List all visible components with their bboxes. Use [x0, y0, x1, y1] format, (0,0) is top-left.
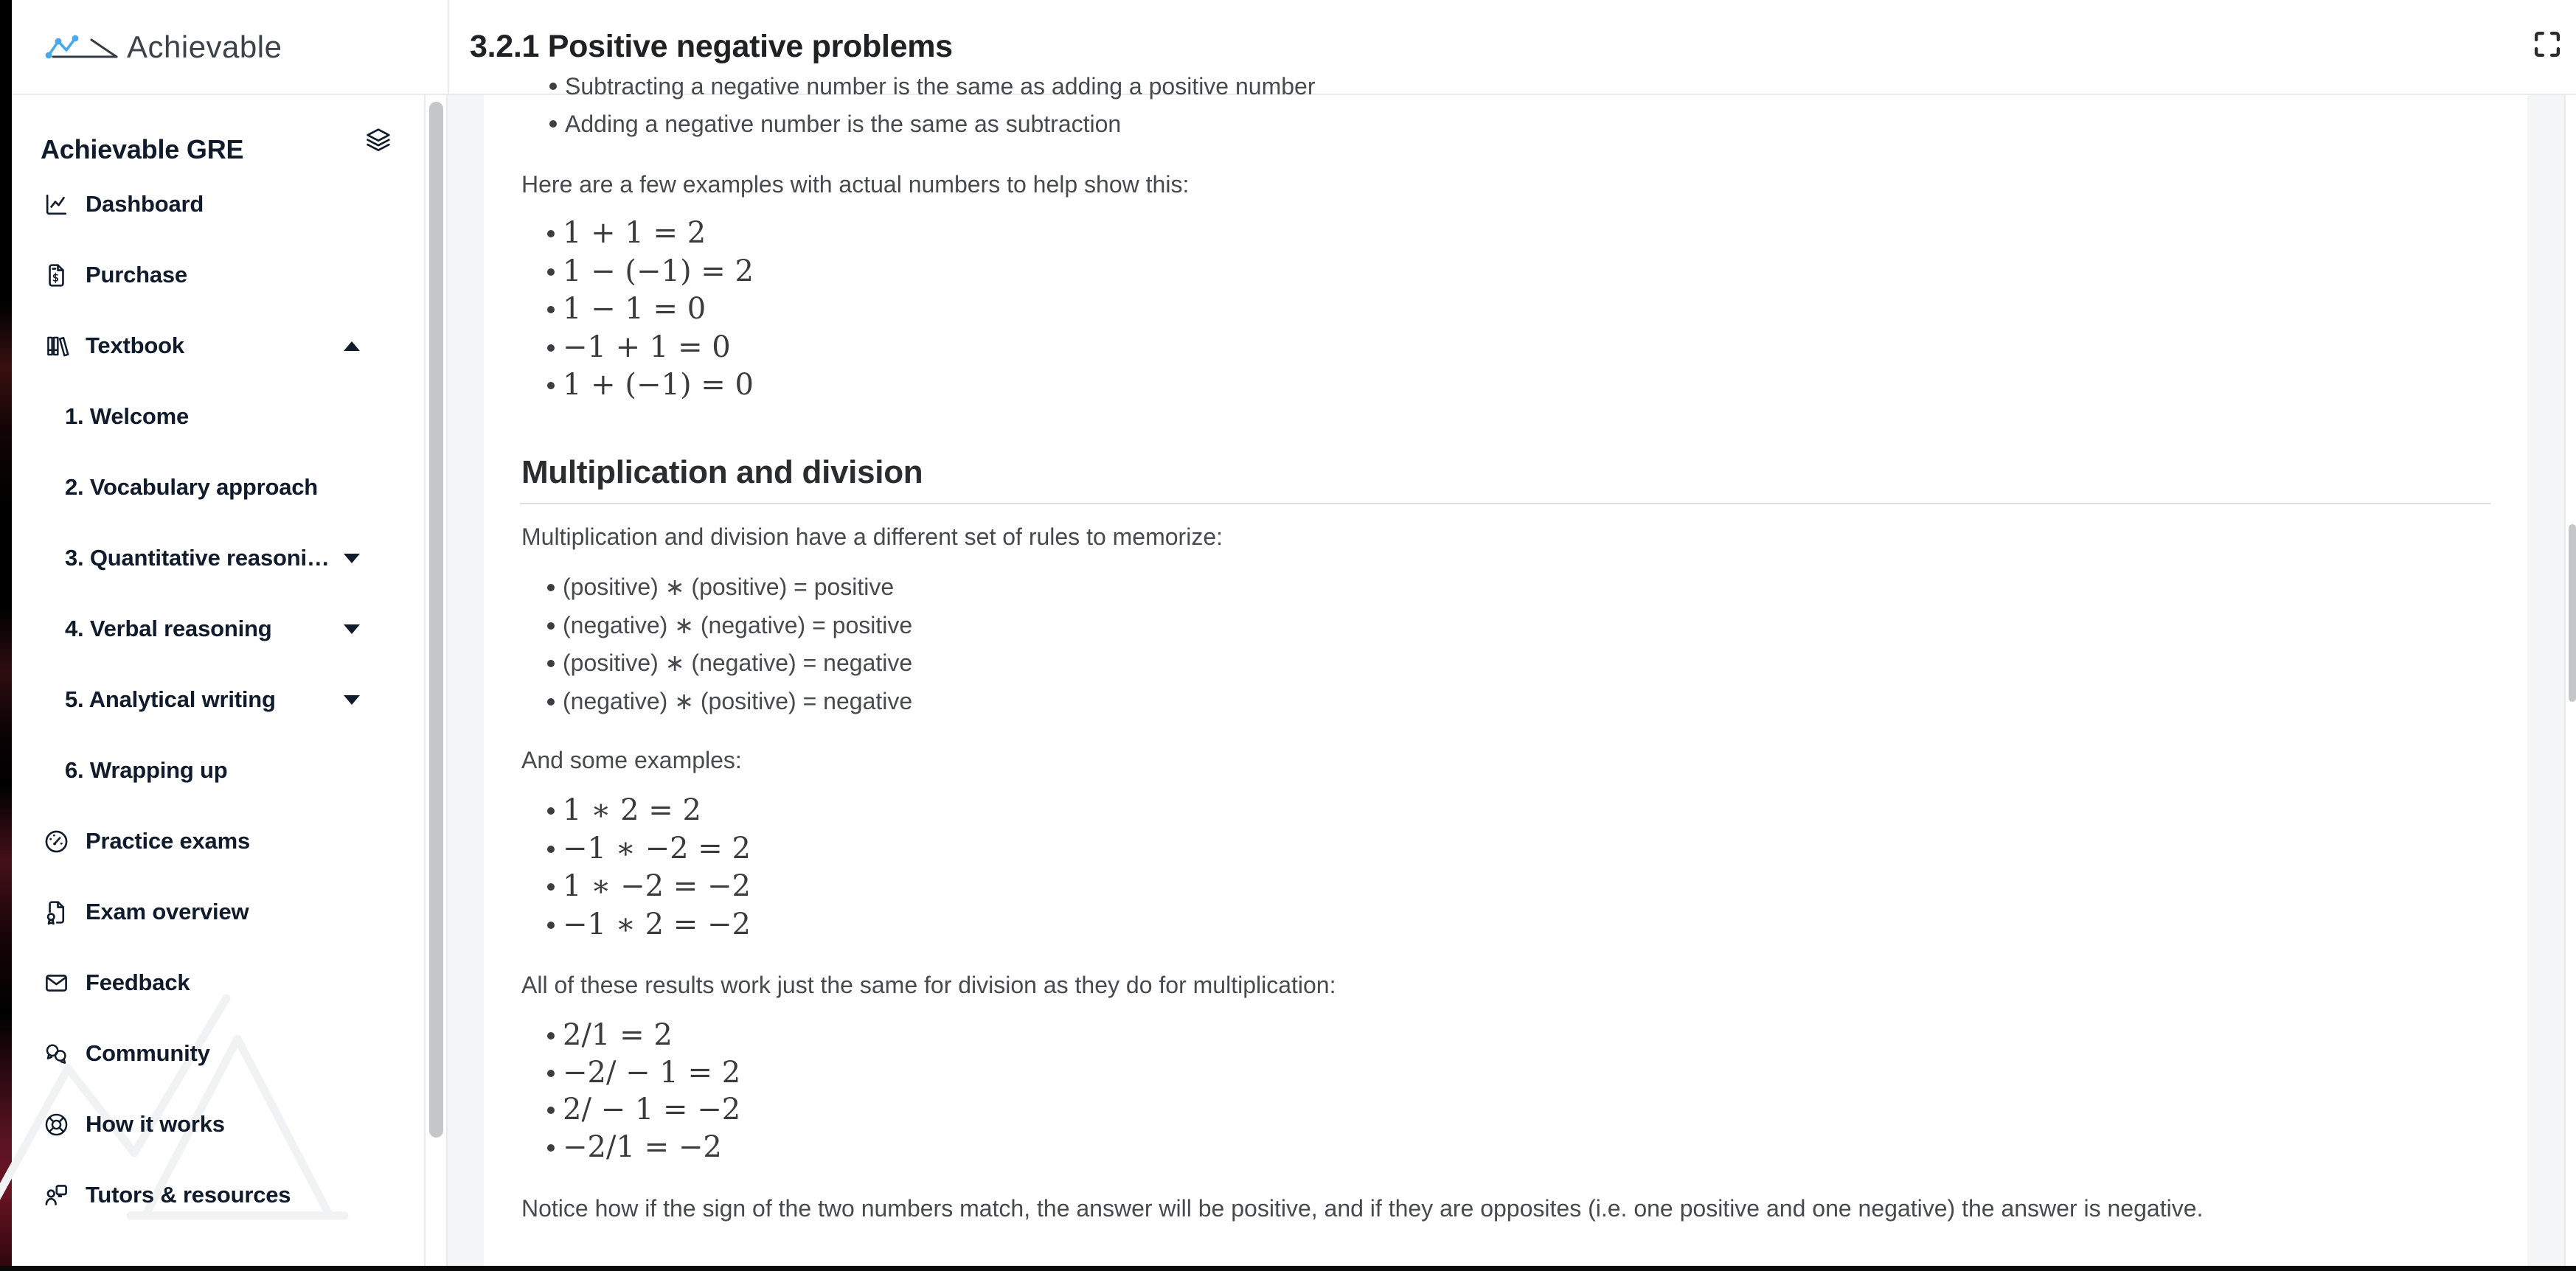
sidebar-item-how-it-works[interactable]: [12, 1089, 424, 1160]
paragraph-rules-intro: Multiplication and division have a different set of rules to memorize:: [521, 523, 1223, 550]
sidebar-item-tutors-resources[interactable]: [12, 1160, 424, 1230]
file-badge-icon: [43, 899, 70, 926]
clipped-bullet-item: Subtracting a negative number is the same as adding a positive number: [484, 69, 2490, 104]
library-books-icon: [43, 332, 70, 360]
chevron-down-icon[interactable]: [344, 554, 360, 563]
achievable-logo-icon: [46, 27, 119, 68]
lesson-content: [484, 73, 2527, 1266]
sidebar: [12, 95, 426, 1266]
sidebar-item-label: Dashboard: [86, 191, 204, 217]
math-item: 1 + (−1) = 0: [484, 366, 2475, 405]
sidebar-item-label: Community: [86, 1040, 210, 1066]
main-scrollbar-thumb[interactable]: [2569, 524, 2576, 702]
sidebar-item-vocabulary-approach[interactable]: [12, 452, 424, 523]
math-item: −1 + 1 = 0: [484, 329, 2475, 367]
section-divider: [520, 503, 2490, 504]
chart-line-icon: [43, 191, 70, 218]
course-title: Achievable GRE: [41, 134, 244, 164]
rule-item: (positive) ∗ (negative) = negative: [484, 644, 2475, 683]
math-item: 2/ − 1 = −2: [484, 1091, 2475, 1129]
math-item: −2/ − 1 = 2: [484, 1054, 2475, 1092]
life-buoy-icon: [43, 1111, 70, 1138]
math-item: 1 + 1 = 2: [484, 215, 2475, 253]
rule-item: (negative) ∗ (positive) = negative: [484, 683, 2475, 721]
brand-wordmark: Achievable: [127, 29, 282, 64]
sidebar-item-wrapping-up[interactable]: [12, 735, 424, 806]
chevron-down-icon[interactable]: [344, 624, 360, 634]
layers-icon[interactable]: [364, 125, 393, 155]
mail-icon: [43, 969, 70, 997]
paragraph-division-intro: All of these results work just the same for division as they do for multiplication:: [521, 972, 1336, 998]
rule-item: (positive) ∗ (positive) = positive: [484, 568, 2475, 607]
sidebar-item-label: 3. Quantitative reasoni…: [65, 545, 330, 571]
sidebar-item-label: Textbook: [86, 332, 184, 358]
topbar-divider: [448, 0, 449, 94]
section-heading: Multiplication and division: [521, 454, 923, 490]
sidebar-item-label: Feedback: [86, 969, 190, 995]
math-item: −1 ∗ −2 = 2: [484, 830, 2475, 868]
sidebar-item-verbal-reasoning[interactable]: [12, 593, 424, 664]
sidebar-item-feedback[interactable]: [12, 947, 424, 1018]
sidebar-item-quantitative-reasoning[interactable]: [12, 523, 424, 593]
svg-text:$: $: [52, 271, 60, 285]
main-scrollbar-track[interactable]: [2564, 95, 2576, 1266]
receipt-icon: [43, 262, 70, 289]
sidebar-item-analytical-writing[interactable]: [12, 664, 424, 735]
sidebar-item-community[interactable]: [12, 1018, 424, 1089]
gauge-icon: [43, 828, 70, 855]
chevron-down-icon[interactable]: [344, 695, 360, 705]
multiplication-examples-list: [484, 792, 2475, 944]
math-item: −2/1 = −2: [484, 1129, 2475, 1166]
sidebar-item-label: Practice exams: [86, 828, 250, 854]
math-item: −1 ∗ 2 = −2: [484, 906, 2475, 944]
chevron-up-icon[interactable]: [344, 341, 360, 351]
math-item: 1 − (−1) = 2: [484, 253, 2475, 291]
math-item: 1 ∗ −2 = −2: [484, 868, 2475, 906]
division-examples-list: [484, 1017, 2475, 1166]
page-title: 3.2.1 Positive negative problems: [470, 29, 953, 64]
achievable-logo[interactable]: [46, 0, 282, 94]
paragraph-some-examples: And some examples:: [521, 747, 742, 773]
sidebar-item-label: Tutors & resources: [86, 1182, 291, 1208]
sidebar-item-label: 4. Verbal reasoning: [65, 616, 272, 641]
sidebar-item-label: How it works: [86, 1111, 225, 1137]
sidebar-item-label: 1. Welcome: [65, 403, 190, 429]
sidebar-item-exam-overview[interactable]: [12, 877, 424, 947]
sidebar-item-label: 5. Analytical writing: [65, 686, 276, 712]
tutor-screen-icon: [43, 1182, 70, 1209]
sidebar-scrollbar-track[interactable]: [426, 95, 448, 1266]
paragraph-examples-intro: Here are a few examples with actual numbers to help show this:: [521, 171, 1190, 198]
math-item: 1 − 1 = 0: [484, 290, 2475, 329]
sidebar-nav: [12, 169, 424, 1230]
chat-bubbles-icon: [43, 1040, 70, 1068]
sidebar-item-dashboard[interactable]: [12, 169, 424, 240]
sidebar-item-label: Exam overview: [86, 899, 249, 924]
sidebar-item-label: 6. Wrapping up: [65, 757, 228, 783]
paragraph-notice: Notice how if the sign of the two numbers match, the answer will be positive, and if they are opposites (i.e. one positive and one negative) the answer is negative.: [521, 1195, 2204, 1222]
sign-rules-list: [484, 568, 2475, 720]
sidebar-item-textbook[interactable]: [12, 310, 424, 381]
sidebar-scrollbar-thumb[interactable]: [429, 102, 443, 1138]
sidebar-item-welcome[interactable]: [12, 381, 424, 452]
addition-examples-list: [484, 215, 2475, 405]
bullet-item: Adding a negative number is the same as subtraction: [484, 106, 2490, 142]
rule-item: (negative) ∗ (negative) = positive: [484, 607, 2475, 645]
sidebar-item-purchase[interactable]: [12, 240, 424, 310]
math-item: 1 ∗ 2 = 2: [484, 792, 2475, 830]
sidebar-item-practice-exams[interactable]: [12, 806, 424, 877]
math-item: 2/1 = 2: [484, 1017, 2475, 1054]
sidebar-item-label: Purchase: [86, 262, 187, 288]
sidebar-item-label: 2. Vocabulary approach: [65, 474, 319, 500]
fullscreen-icon[interactable]: [2532, 29, 2563, 60]
